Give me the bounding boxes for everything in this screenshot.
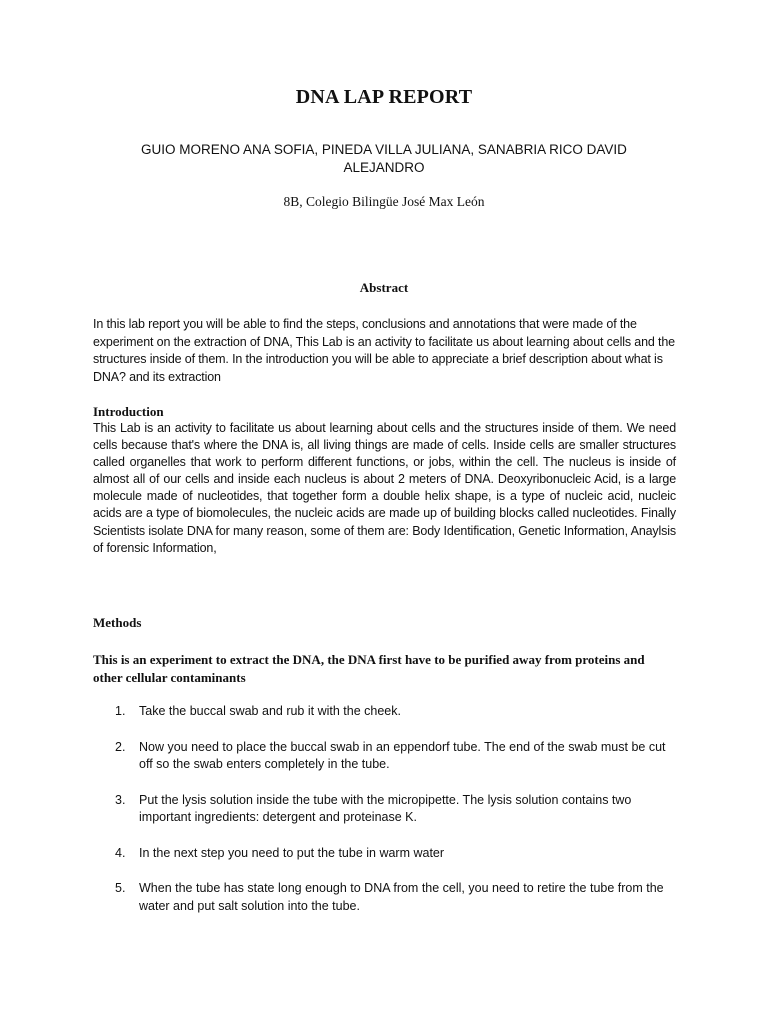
abstract-heading: Abstract xyxy=(359,280,409,295)
method-step-4 xyxy=(93,845,676,863)
methods-step-list xyxy=(93,703,676,933)
introduction-paragraph: This Lab is an activity to facilitate us about learning about cells and the structures inside of them. We need cells because that's where the DNA is, all living things are made of cells. Inside cells are smaller structures called organelles that work to perform different functions, or jobs, within the cell. The nucleus is inside of almost all of our cells and inside each nucleus is about 2 meters of DNA. Deoxyribonucleic Acid, is a large molecule made of nucleotides, that together form a double helix shape, is a type of nucleic acid, nucleic acids are a type of biomolecules, the nucleic acids are made up of building blocks called nucleotides. Finally Scientists isolate DNA for many reason, some of them are: Body Identification, Genetic Information, Anaylsis of forensic Information, xyxy=(93,421,676,555)
author-list: GUIO MORENO ANA SOFIA, PINEDA VILLA JULIANA, SANABRIA RICO DAVID ALEJANDRO xyxy=(141,142,627,175)
method-step-2 xyxy=(93,739,676,774)
step-text: Put the lysis solution inside the tube with the micropipette. The lysis solution contains two important ingredients: detergent and proteinase K. xyxy=(139,792,632,824)
step-number: 1. xyxy=(115,704,126,718)
document-title: DNA LAP REPORT xyxy=(295,86,473,108)
methods-lead-paragraph: This is an experiment to extract the DNA, the DNA first have to be purified away from proteins and other cellular contaminants xyxy=(93,652,645,685)
abstract-paragraph: In this lab report you will be able to find the steps, conclusions and annotations that were made of the experiment on the extraction of DNA, This Lab is an activity to facilitate us about learning about cells and the structures inside of them. In the introduction you will be able to appreciate a brief description about what is DNA? and its extraction xyxy=(93,317,675,384)
step-number: 5. xyxy=(115,881,126,895)
method-step-1 xyxy=(93,703,676,721)
step-text: Now you need to place the buccal swab in an eppendorf tube. The end of the swab must be cut off so the swab enters completely in the tube. xyxy=(139,739,666,771)
affiliation: 8B, Colegio Bilingüe José Max León xyxy=(283,194,485,209)
method-step-5 xyxy=(93,880,676,915)
methods-heading: Methods xyxy=(93,615,142,630)
step-number: 2. xyxy=(115,739,126,754)
step-number: 3. xyxy=(115,792,126,807)
step-number: 4. xyxy=(115,845,126,860)
step-text: In the next step you need to put the tube in warm water xyxy=(139,845,445,860)
method-step-3 xyxy=(93,792,676,827)
step-text: Take the buccal swab and rub it with the cheek. xyxy=(139,704,401,718)
step-text: When the tube has state long enough to DNA from the cell, you need to retire the tube from the water and put salt solution into the tube. xyxy=(139,881,664,913)
introduction-heading: Introduction xyxy=(93,404,164,419)
